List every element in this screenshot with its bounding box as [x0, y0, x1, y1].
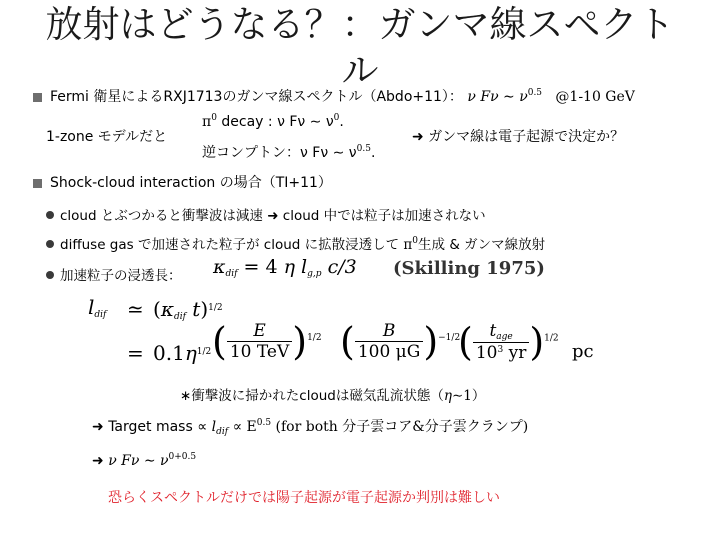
target-mass-line — [92, 416, 528, 437]
age-exp: 1/2 — [544, 333, 559, 344]
slide-title — [0, 2, 720, 94]
kappa-sub: dif — [225, 269, 238, 279]
sub-bullet-penetration: 加速粒子の浸透長： — [60, 268, 182, 284]
ldif-kappa: κ — [160, 297, 174, 321]
fermi-text: Fermi 衛星によるRXJ1713のガンマ線スペクトル（Abdo+11）： — [50, 89, 463, 105]
note-text: 衝撃波に掃かれたcloudは磁気乱流状態（ — [191, 388, 444, 404]
sub-bullet-diffuse — [60, 233, 545, 253]
pi-end: . — [339, 114, 344, 130]
result-exp: 0+0.5 — [168, 452, 197, 462]
result-line — [92, 452, 196, 469]
bullet-shock-cloud: Shock-cloud interaction の場合（TI+11） — [50, 175, 332, 191]
pi-symbol: π — [202, 114, 212, 130]
ldif-kappa-sub: dif — [173, 312, 186, 322]
ldif-symbol: l — [88, 295, 95, 319]
kappa-eq: = — [243, 256, 260, 278]
note-eta: η — [443, 388, 452, 404]
ldif-unit-pc: pc — [572, 341, 594, 362]
ldif-t: t — [192, 297, 201, 321]
bullet-dot-2 — [46, 240, 54, 248]
energy-num: E — [253, 321, 266, 341]
ldif-eq: = — [127, 341, 144, 365]
fermi-exponent: 0.5 — [527, 88, 543, 98]
age-yr: yr — [508, 343, 527, 363]
onezone-pi-line — [202, 113, 344, 130]
arrow-right-icon: ➜ — [92, 453, 104, 469]
target-l-sub: dif — [216, 427, 229, 437]
onezone-label: 1-zone モデルだと — [46, 129, 168, 145]
coef-half: 1/2 — [196, 347, 212, 357]
kappa-l: l — [301, 256, 308, 278]
kappa-eta: η — [283, 256, 295, 278]
bullet-dot-1 — [46, 211, 54, 219]
target-mass-text: Target mass ∝ — [108, 419, 208, 435]
bullet-square-2 — [33, 179, 42, 188]
field-num: B — [382, 321, 396, 341]
kappa-symbol: κ — [213, 256, 226, 278]
age-exp3: 3 — [497, 345, 504, 355]
note-approx: ∼1 — [451, 388, 472, 404]
kappa-formula — [213, 256, 357, 279]
kappa-l-sub: g,p — [307, 269, 322, 279]
coef-value: 0.1 — [153, 341, 185, 365]
kappa-four: 4 — [265, 256, 278, 278]
energy-fraction: ( $\frac{E}{\text{10 TeV}}$ )$^{1/2}$ — [212, 319, 322, 364]
ic-exp: 0.5 — [356, 144, 371, 154]
title-line-2: ル — [341, 49, 379, 92]
turbulence-note — [180, 384, 485, 404]
ldif-kappa-term: ($\kappa_{dif}$ t)$^{1/2}$ — [153, 297, 223, 322]
sub1-a: cloud とぶつかると衝撃波は減速 — [60, 208, 263, 224]
note-star: ∗ — [180, 388, 192, 404]
field-exp: −1/2 — [438, 333, 461, 343]
sub2-b: 生成 & ガンマ線放射 — [418, 237, 546, 253]
ldif-simeq: ≃ — [127, 297, 144, 321]
sub2-pi-sup: 0 — [412, 236, 419, 246]
target-rest: (for both 分子雲コア&分子雲クランプ) — [275, 419, 529, 435]
title-line-1: 放射はどうなる？：ガンマ線スペクト — [45, 3, 675, 46]
arrow-right-icon: ➜ — [92, 419, 104, 435]
ldif-half: 1/2 — [208, 303, 223, 313]
bullet-fermi — [50, 86, 635, 106]
coef-eta: η — [184, 341, 197, 365]
sub-bullet-decelerate — [60, 204, 486, 224]
skilling-ref: (Skilling 1975) — [393, 258, 545, 279]
ldif-sub: dif — [94, 310, 107, 320]
target-exp: 0.5 — [256, 418, 272, 428]
fermi-range: @1-10 GeV — [555, 89, 635, 105]
ic-text: 逆コンプトン：ν Fν ∼ ν — [202, 145, 357, 161]
sub2-pi: π — [403, 237, 413, 253]
bullet-square-1 — [33, 93, 42, 102]
pi-decay-text: decay : ν Fν ∼ ν — [221, 114, 334, 130]
kappa-c3: c/3 — [327, 256, 357, 278]
sub2-a: diffuse gas で加速された粒子が cloud に拡散浸透して — [60, 237, 400, 253]
arrow-right-icon: ➜ — [267, 208, 279, 224]
conclusion-text: ガンマ線は電子起源で決定か？ — [428, 129, 625, 145]
age-sub: age — [496, 332, 513, 342]
energy-den: 10 TeV — [227, 341, 292, 362]
target-prop: ∝ E — [232, 419, 257, 435]
target-l: l — [211, 419, 217, 435]
ldif-formula-line1 — [88, 295, 106, 320]
field-den: 100 μG — [355, 341, 423, 362]
result-text: ν Fν ∼ ν — [108, 453, 169, 469]
age-ten: 10 — [475, 343, 498, 363]
pi-sup: 0 — [211, 113, 217, 123]
ldif-coef — [153, 341, 211, 365]
arrow-right-icon: ➜ — [412, 129, 424, 145]
age-t: t — [489, 321, 497, 341]
pi-exp: 0 — [333, 113, 340, 123]
ic-end: . — [370, 145, 376, 161]
fermi-relation: ν Fν ∼ ν — [467, 89, 528, 105]
sub1-b: cloud 中では粒子は加速されない — [282, 208, 486, 224]
field-fraction: ( $\frac{B}{100 \mu G}$ )$^{-1/2}$ — [340, 319, 461, 364]
onezone-ic-line — [202, 142, 375, 162]
bottom-conclusion: 恐らくスペクトルだけでは陽子起源が電子起源か判別は難しい — [108, 490, 500, 506]
energy-exp: 1/2 — [307, 333, 322, 343]
onezone-conclusion — [412, 126, 624, 146]
bullet-dot-3 — [46, 271, 54, 279]
age-fraction: ( $\frac{t_{age}}{10^3 yr}$ )$^{1/2}$ — [458, 320, 559, 364]
note-close: ） — [471, 388, 486, 404]
